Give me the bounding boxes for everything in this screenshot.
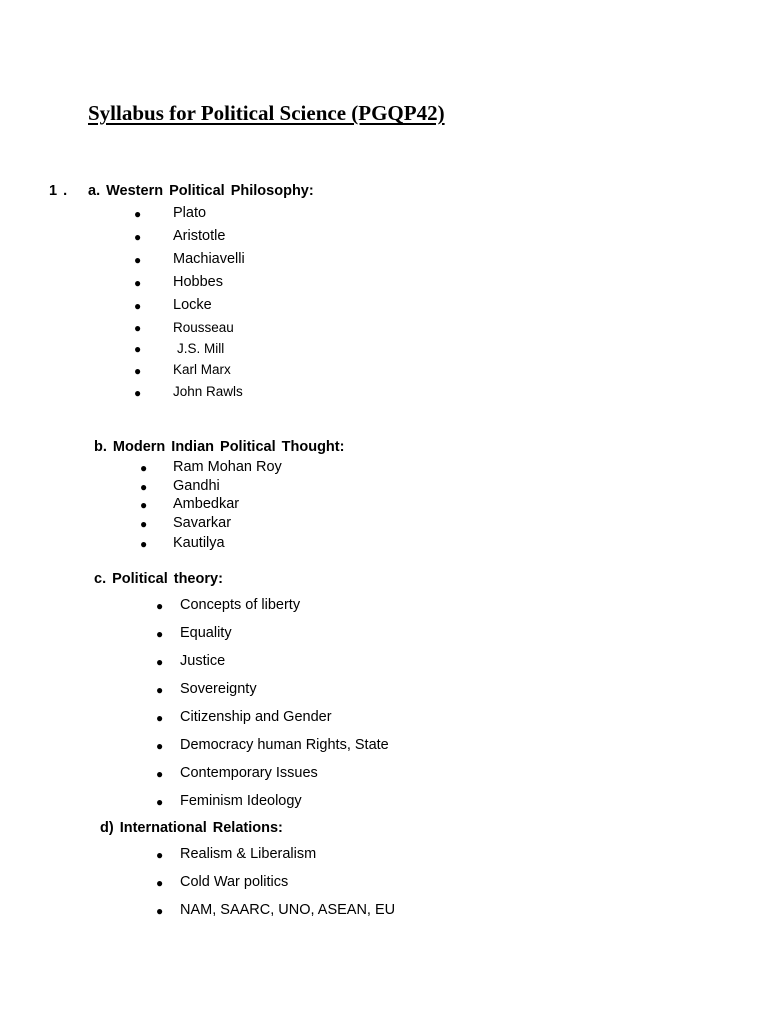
bullet-icon: ●	[156, 739, 164, 753]
list-item: Plato	[173, 205, 207, 221]
list-item: Karl Marx	[173, 362, 231, 377]
bullet-icon: ●	[134, 364, 142, 378]
list-item: Machiavelli	[173, 251, 245, 267]
bullet-icon: ●	[156, 767, 164, 781]
list-item: Realism & Liberalism	[180, 846, 317, 862]
list-item: Ram Mohan Roy	[173, 459, 282, 475]
bullet-icon: ●	[156, 904, 164, 918]
section-d-heading: d) International Relations:	[100, 820, 283, 836]
list-item: Kautilya	[173, 535, 225, 551]
bullet-icon: ●	[156, 876, 164, 890]
bullet-icon: ●	[134, 321, 142, 335]
section-b-heading: b. Modern Indian Political Thought:	[94, 439, 345, 455]
bullet-icon: ●	[156, 655, 164, 669]
list-item: Hobbes	[173, 274, 223, 290]
list-item: Cold War politics	[180, 874, 289, 890]
list-item: Sovereignty	[180, 681, 257, 697]
section-number: 1 .	[49, 183, 68, 199]
bullet-icon: ●	[140, 537, 148, 551]
list-item: Concepts of liberty	[180, 597, 301, 613]
bullet-icon: ●	[140, 480, 148, 494]
bullet-icon: ●	[134, 386, 142, 400]
bullet-icon: ●	[134, 253, 142, 267]
list-item: Feminism Ideology	[180, 793, 302, 809]
list-item: Democracy human Rights, State	[180, 737, 389, 753]
bullet-icon: ●	[134, 276, 142, 290]
bullet-icon: ●	[134, 342, 142, 356]
section-a-heading: a. Western Political Philosophy:	[88, 183, 314, 199]
bullet-icon: ●	[156, 795, 164, 809]
bullet-icon: ●	[140, 461, 148, 475]
list-item: Rousseau	[173, 320, 234, 335]
list-item: Aristotle	[173, 228, 226, 244]
bullet-icon: ●	[156, 711, 164, 725]
list-item: Justice	[180, 653, 226, 669]
list-item: NAM, SAARC, UNO, ASEAN, EU	[180, 902, 396, 918]
bullet-icon: ●	[156, 599, 164, 613]
list-item: Locke	[173, 297, 212, 313]
list-item: Citizenship and Gender	[180, 709, 332, 725]
page-title: Syllabus for Political Science (PGQP42)	[88, 101, 445, 125]
list-item: J.S. Mill	[177, 341, 225, 356]
bullet-icon: ●	[140, 498, 148, 512]
bullet-icon: ●	[134, 207, 142, 221]
bullet-icon: ●	[134, 230, 142, 244]
list-item: Ambedkar	[173, 496, 240, 512]
list-item: Savarkar	[173, 515, 232, 531]
bullet-icon: ●	[156, 848, 164, 862]
list-item: Contemporary Issues	[180, 765, 318, 781]
list-item: John Rawls	[173, 384, 243, 399]
list-item: Equality	[180, 625, 232, 641]
section-c-heading: c. Political theory:	[94, 571, 223, 587]
list-item: Gandhi	[173, 478, 220, 494]
bullet-icon: ●	[134, 299, 142, 313]
bullet-icon: ●	[140, 517, 148, 531]
bullet-icon: ●	[156, 683, 164, 697]
bullet-icon: ●	[156, 627, 164, 641]
